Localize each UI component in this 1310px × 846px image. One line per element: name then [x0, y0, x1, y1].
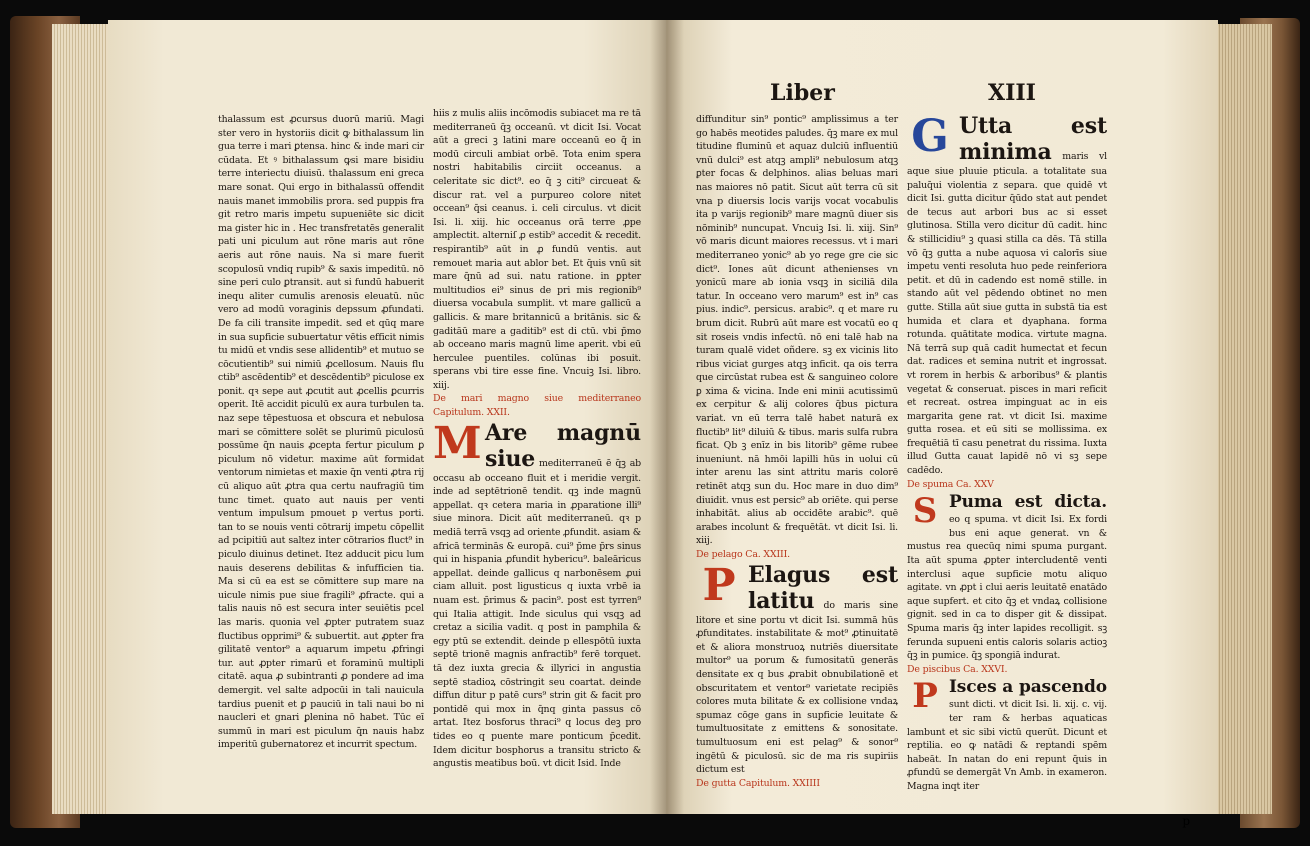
body-text: do maris sine litore et sine portu vt dicit Isi. summā hūs ꝓfunditates. instabilitate & mot⁹ ꝓtinuitatē et & aliora monstruoꝝ nutriēs diuersitate multor⁹ ua porum & fumositatū generās densitate ex q bus ꝓrabit obnubilationē et obscuritatem et ventor⁹ varietate recipiēs colores muta bilitate & ex collisione vndaꝝ spumaz cōge gans in supficie leuitate & tumultuositate z emittens & sonositate. tumultuosum eni est pelag⁹ & sonor⁹ ingētū & piculosū. sic de ma ris supiriis dictum est	[696, 599, 898, 776]
chapter-rubric: De mari magno siue mediterraneo Capitulum. XXII.	[433, 393, 641, 419]
chapter-headword: Are magnū siue	[485, 419, 641, 472]
decorated-initial: P	[912, 676, 938, 717]
chapter-rubric: De gutta Capitulum. XXIIII	[696, 777, 820, 789]
chapter-rubric: De spuma Ca. XXV	[907, 478, 994, 490]
body-text: hiis z mulis aliis incōmodis subiacet ma re tā mediterraneū q̄ꝫ occeanū. vt dicit Isi. Vocat aūt a greci ꝫ latini mare occeanū eo q̄ in modū circuli ambiat orbē. Tota enim spera nostri habitabilis circiit occeanus. a celeritate sic dict⁹. eo q̄ ꝫ citi⁹ circueat & discur rat. vel a purpureo colore nitet occean⁹ q̄si ceanus. i. celi circulus. vt dicit Isi. li. xiij. hic occeanus orā terre ꝓpe amplectit. alterniſ ꝓ estib⁹ accedit & recedit. respirantib⁹ aūt in ꝓ fundū ventis. aut remouet maria aut ablor bet. Et q̄uis vnū sit mare q̄nū ad sui. natu ratione. in ꝑpter multitudios ei⁹ sinus de pri mis regionib⁹ diuersa vocabula sumplit. vt mare gallicū a gallicis. & mare britannicū a britānis. sic & gaditāū mare a gaditib⁹ est di ctū. vbi p̄mo ab occeano maris magnū lime aperit. vbi eū herculee puentiles. colūnas ibi posuit. sperans vbi tire esse fine. Vncuiꝫ Isi. libro. xiij.	[433, 108, 641, 391]
page-edges-left	[52, 24, 110, 814]
right-page-column-1	[696, 113, 898, 789]
body-text: sunt dicti. vt dicit Isi. li. xij. c. vij. ter ram & herbas aquaticas lambunt et sic sibi victū querūt. Dicunt et reptilia. eo ꝙ natādi & reptandi spēm habeāt. In natan do eni repunt q̄uis in ꝓfundū se demergāt Vn Amb. in exameron. Magna inqt iter	[907, 699, 1107, 792]
running-head-liber: Liber	[770, 80, 835, 106]
decorated-initial: G	[911, 111, 949, 162]
chapter-rubric: De pelago Ca. XXIII.	[696, 549, 790, 560]
chapter-headword: Elagus est latitu	[748, 561, 898, 614]
decorated-initial: M	[433, 417, 482, 469]
book-gutter	[650, 20, 684, 814]
running-head-folio: XIII	[988, 80, 1036, 106]
body-text: eo q spuma. vt dicit Isi. Ex fordi bus eni aque generat. vn & mustus rea quecūq nimi spuma purgant. Ita aūt spuma ꝓpter intercludentē venti interclusi aque supficie motu aliquo agitate. vn ꝓpt i clui aeris leuitatē enatādo aque supfert. et cito q̄ꝫ et vndaꝝ collisione gignit. sed in ca to disper git & dissipat. Spuma maris q̄ꝫ inter lapides recolligit. sꝫ ferunda supueni entis caloris solaris actioꝫ q̄ꝫ in pumice. q̄ꝫ spongiā indurat.	[907, 514, 1107, 662]
chapter-rubric: De piscibus Ca. XXVI.	[907, 663, 1008, 675]
signature-mark: p	[1182, 814, 1190, 828]
book	[10, 10, 1300, 840]
body-text: maris vl aque siue pluuie pticula. a totalitate sua paluq̄ui violentia z separa. que quidē vt dicit Isi. gutta dicitur q̄ūdo stat aut pendet de tecus aut arbori bus ac si esset glutinosa. Stilla vero dicitur dū cadit. hinc & stillicidiu⁹ ꝫ quasi stilla ca dēs. Tā stilla vō q̄ꝫ gutta a nube aquosa vi calorīs siue impetu venti resoluta huo pede reinferiora petit. et dū in cadendo est nomē stille. in stando aūt vel pēdendo obtinet no men gutte. Stilla aūt siue gutta in substā tia est humida et clara et dyaphana. forma rotunda. quātitate modica. virtute magna. Nā terrā sup quā cadit humectat et fecun dat. radices et semina nutrit et ingrossat. vt rorem in herbis & arboribus⁹ & plantis vegetat & conseruat. pisces in mari reficit et recreat. ostrea impinguat ac in eis margarita gene rat. vt dicit Isi. maxime gutta rosea. et eū siti se mollissima. ex frequētiā tī casu penetrat du rissima. Iuxta illud Gutta cauat lapidē nō vi sꝫ sepe cadēdo.	[907, 151, 1107, 477]
decorated-initial: P	[702, 559, 736, 611]
chapter-headword: Puma est dicta.	[949, 492, 1107, 513]
body-text: diffunditur sin⁹ pontic⁹ amplissimus a ter go habēs meotides paludes. q̄ꝫ mare ex mul titudine fluminū et aquaz dulciū influentiū vnū dulci⁹ est atqꝫ ampli⁹ nebulosum atqꝫ ꝑter focas & delphinos. alias beluas mari nas maiores nō patit. Sicut aūt terra cū sit vna p diuersis locis varijs vocat vocabulis ita p varijs regionib⁹ mare magnū diuer sis nōminib⁹ nuncupat. Vncuiꝫ Isi. li. xiij. Sin⁹ vō maris dicunt maiores recessus. vt i mari mediterraneo yonic⁹ ab yo rege gre cie sic dict⁹. Iones aūt dicunt athenienses vn yonicū mare ab ionia vsqꝫ in siciliā dila tatur. In occeano vero marum⁹ est in⁹ cas pius. indic⁹. persicus. arabic⁹. q et mare ru brum dicit. Rubrū aūt mare est vocatū eo q sit roseis vndis infectū. nō eni talē hab na turam qualē videt oñdere. sꝫ ex vicinis lito ribus viciat gurges atqꝫ inficit. qa ois terra que circūstat rubea est & sanguineo colore ꝑ xima & vicina. Inde eni minii acutissimū ex cerpitur & alij colores q̄bus pictura variat. vn eū terra talē habet naturā ex fluctib⁹ lit⁹ diluiū & tibus. maris sulfa rubra ficat. Qb ꝫ enīz in bis litorib⁹ gēme rubee inueniunt. nā hmōi lapilli hūs in uolui cū inter arenu las sint attritu maris colorē retinēt atqꝫ sun du. Hoc mare in duo dim⁹ diuidit. vnus est persic⁹ ab oriēte. qui perse inhabitāt. alius ab occidēte arabic⁹. quē arabes incolunt & frequētāt. vt dicit Isi. li. xiij.	[696, 114, 898, 547]
body-text: mediterraneū ē q̄ꝫ ab occasu ab occeano fluit et i meridie vergit. inde ad septētrionē tendit. qꝫ inde magnū appellat. qꝛ cetera maria in ꝓparatione illi⁹ siue minora. Dicit aūt mediterraneū. qꝛ p mediā terrā vsqꝫ ad oriente ꝓfundit. asiam & africā terminās & europā. cui⁹ p̄me p̄rs sinus qui in hispania ꝓfundit hybericu⁹. baleāricus appellat. deinde gallicus q narbonēsem ꝓui ciam alluit. post ligusticus q iuxta vrbē ia nuam est. p̄rimus & pacin⁹. post est tyrren⁹ qui Italia attigit. Inde siculus qui vsqꝫ ad cretaz a sicilia vadit. q post in pamphila & egy ptū se extendit. deinde p ellespōtū iuxta septē trionē magnis anfractib⁹ ferē torquet. tā dez iuxta grecia & illyrici in angustia septē stadioꝝ cōstringit seu coartat. deinde diffun ditur p patē curs⁹ strin git & facit pro pontidē qui mox in q̄nq ginta passus cō artat. Itez bosforus thraci⁹ q locus deꝫ pro tides eo q puente mare ponticum p̄cedit. Idem dicitur bosphorus a transitu stricto & angustis meatibus boū. vt dicit Isid. Inde	[433, 457, 641, 770]
left-page-column-1	[218, 113, 424, 749]
chapter-headword: Isces a pascendo	[949, 677, 1107, 698]
body-text: thalassum est ꝓcursus duorū mariū. Magi ster vero in hystoriis dicit ꝙ bithalassum lin gua terre i mari ꝑtensa. hinc & inde mari cir cūdata. Et ꝰ bithalassum ꝙsi mare bisidiu terre interiectu diuisū. thalassum eni greca mare sonat. Qui ergo in bithalassū offendit nauis manet immobilis prora. sed puppis fra git retro maris impetu supueniēte sic dicit ma gister hic in . Hec transfretatēs generalit pati uni piculum aut rōne maris aut rōne aeris aut rōne nauis. Na si mare fuerit scopulosū vndiq rupib⁹ & saxis impeditū. nō sine peri culo ꝑtransit. aut si fundū habuerit inequ aliter cumulis arenosis eleuatū. nūc vero ad modū voraginis depssum ꝓfundati. De fa cili transite impedit. sed et qūq mare in sua supficie subuertatur vētis efficit nimis tu midū et vndis sese allidentib⁹ et mutuo se cōcutientib⁹ sui nimiū ꝓcellosum. Nauis flu ctib⁹ ascēdentib⁹ et descēdentib⁹ piculose ex ponit. qꝛ sepe aut ꝓcutit aut ꝓcellis ꝑcurris operit. Itē accidit piculū ex aura turbulen ta. naz sepe tēpestuosa et obscura et nebulosa mari se cōmittere solēt se plurimū piculosū possūme q̄n nauis ꝓcepta fertur piculum ꝑ piculum nō videtur. maxime aūt formidat ventorum nimietas et maxie q̄n venti ꝓtra rij cū aliquo aūt ꝓtra qua certu naufragiū tim tunc timet. quato aut nauis per venti ventum impulsum pmouet p vertus porti. tan to se nouis venti cōtrarij impetu cōpellit ad pcipitiū aut saltez inter cōtrarios fluct⁹ in piculo diuinus detinet. Itez adducit picu lum nauis deserens debilitas & infufficien tia. Ma si cū ea est se cōmittere sup mare na uicule nimis pue siue fragili⁹ ꝓfracte. qui a talis nauis nō est secura inter seuiētis pcel las maris. quonia vel ꝓpter putratem suaz fluctibus opprimi⁹ & subuertit. aut ꝓpter fra gilitatē ventor⁹ a aquarum impetu ꝓfringi tur. aut ꝓpter rimarū et foraminū multipli citatē. aqua ꝓ subintranti ꝓ pondere ad ima demergit. vel salte adpocūi in tali nauicula tardius puenit et ꝑ pauciū in tali naui bo ni naucleri et gnari ꝑlenina nō habet. Tūc eī summū in mari est piculum q̄n nauis habz imperitū gubernatorez et incurrit spectum.	[218, 114, 424, 751]
right-page-column-2	[907, 111, 1107, 792]
left-page-column-2	[433, 107, 641, 770]
chapter-headword: Utta est minima	[959, 113, 1107, 165]
decorated-initial: S	[912, 491, 938, 532]
